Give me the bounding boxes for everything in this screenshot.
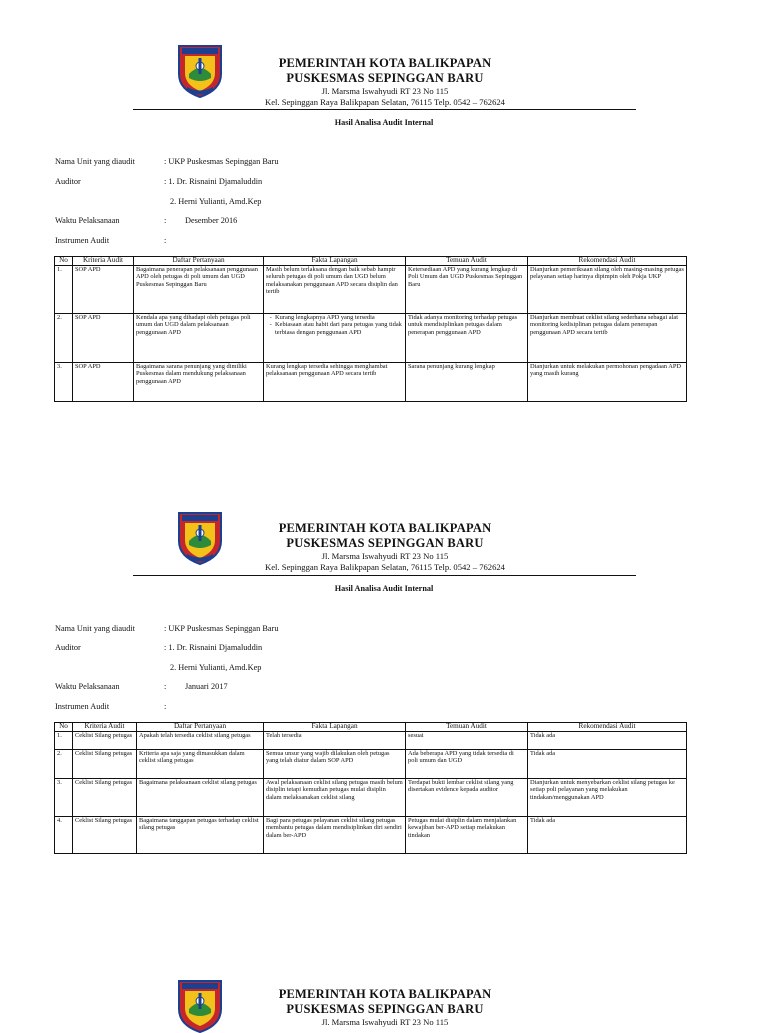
cell-fakta: Awal pelaksanaan ceklist silang petugas masih belum disiplin tetapi kemudian petugas mulai disiplin dalam melaksanakan ceklist silang	[264, 779, 406, 817]
col-no: No	[55, 257, 73, 266]
label-waktu: Waktu Pelaksanaan	[55, 682, 120, 691]
kota-balikpapan-logo	[175, 507, 225, 565]
fakta-item: - Kebiasaan atau habit dari para petugas yang tidak terbiasa dengan penggunaan APD	[275, 321, 403, 336]
letterhead-divider	[133, 109, 636, 110]
value-auditor-2: 2. Herni Yulianti, Amd.Kep	[170, 197, 262, 206]
cell-rekomendasi: Tidak ada	[528, 817, 687, 854]
cell-pertanyaan: Kriteria apa saja yang dimasukkan dalam ceklist silang petugas	[137, 750, 264, 779]
cell-pertanyaan: Kendala apa yang dihadapi oleh petugas poli umum dan UGD dalam pelaksanaan penggunaan APD	[134, 314, 264, 363]
value-unit: : UKP Puskesmas Sepinggan Baru	[164, 624, 279, 633]
cell-fakta: Semua unsur yang wajib dilakukan oleh petugas yang telah diatur dalam SOP APD	[264, 750, 406, 779]
puskesmas-name: PUSKESMAS SEPINGGAN BARU	[286, 536, 484, 550]
table-row	[55, 817, 687, 854]
label-auditor: Auditor	[55, 643, 81, 652]
value-instrumen: :	[164, 236, 167, 245]
value-auditor-2: 2. Herni Yulianti, Amd.Kep	[170, 663, 262, 672]
letterhead	[240, 521, 530, 573]
cell-no: 3.	[55, 779, 73, 817]
label-auditor: Auditor	[55, 177, 81, 186]
address-line: Jl. Marsma Iswahyudi RT 23 No 115	[321, 86, 449, 96]
table-row	[55, 266, 687, 314]
fakta-item: - Kurang lengkapnya APD yang tersedia	[275, 314, 403, 321]
col-fakta: Fakta Lapangan	[264, 257, 406, 266]
cell-rekomendasi: Dianjurkan pemeriksaan silang oleh masing-masing petugas pelayanan setiap harinya dipimpin oleh Pokja UKP	[528, 266, 687, 314]
cell-no: 1.	[55, 266, 73, 314]
cell-kriteria: Ceklist Silang petugas	[73, 732, 137, 750]
cell-pertanyaan: Bagaimana tanggapan petugas terhadap ceklist silang petugas	[137, 817, 264, 854]
value-waktu: Januari 2017	[185, 682, 228, 691]
value-waktu: Desember 2016	[185, 216, 238, 225]
col-kriteria: Kriteria Audit	[73, 257, 134, 266]
cell-fakta: Bagi para petugas pelayanan ceklist silang petugas membantu petugas dalam mendisiplinkan diri sendiri dalam ber-APD	[264, 817, 406, 854]
audit-table	[54, 722, 687, 854]
table-row	[55, 314, 687, 363]
cell-fakta	[264, 314, 406, 363]
label-waktu: Waktu Pelaksanaan	[55, 216, 120, 225]
col-rekomendasi: Rekomendasi Audit	[528, 257, 687, 266]
table-row	[55, 750, 687, 779]
audit-table	[54, 256, 687, 402]
gov-name: PEMERINTAH KOTA BALIKPAPAN	[278, 56, 492, 70]
cell-temuan: Sarana penunjang kurang lengkap	[406, 363, 528, 402]
table-row	[55, 363, 687, 402]
cell-no: 4.	[55, 817, 73, 854]
cell-kriteria: Ceklist Silang petugas	[73, 750, 137, 779]
address-line: Jl. Marsma Iswahyudi RT 23 No 115	[321, 1017, 449, 1027]
cell-rekomendasi: Dianjurkan untuk melakukan permohonan pengadaan APD yang masih kurang	[528, 363, 687, 402]
cell-kriteria: SOP APD	[73, 363, 134, 402]
col-pertanyaan: Daftar Pertanyaan	[137, 723, 264, 732]
cell-no: 2.	[55, 314, 73, 363]
kota-balikpapan-logo	[175, 975, 225, 1033]
value-auditor-1: : 1. Dr. Risnaini Djamaluddin	[164, 643, 263, 652]
table-row	[55, 732, 687, 750]
document-title: Hasil Analisa Audit Internal	[334, 118, 434, 127]
cell-no: 2.	[55, 750, 73, 779]
gov-name: PEMERINTAH KOTA BALIKPAPAN	[278, 987, 492, 1001]
cell-pertanyaan: Bagaimana penerapan pelaksanaan penggunaan APD oleh petugas di poli umum dan UGD Puskesmas Sepinggan Baru	[134, 266, 264, 314]
address-phone-line: Kel. Sepinggan Raya Balikpapan Selatan, 76115 Telp. 0542 – 762624	[265, 97, 505, 107]
label-instrumen: Instrumen Audit	[55, 236, 110, 245]
puskesmas-name: PUSKESMAS SEPINGGAN BARU	[286, 71, 484, 85]
puskesmas-name: PUSKESMAS SEPINGGAN BARU	[286, 1002, 484, 1016]
cell-kriteria: Ceklist Silang petugas	[73, 817, 137, 854]
cell-rekomendasi: Tidak ada	[528, 750, 687, 779]
cell-temuan: sesuai	[406, 732, 528, 750]
address-phone-line: Kel. Sepinggan Raya Balikpapan Selatan, 76115 Telp. 0542 – 762624	[265, 562, 505, 572]
col-temuan: Temuan Audit	[406, 257, 528, 266]
cell-no: 1.	[55, 732, 73, 750]
cell-temuan: Ada beberapa APD yang tidak tersedia di poli umum dan UGD	[406, 750, 528, 779]
document-title: Hasil Analisa Audit Internal	[334, 584, 434, 593]
cell-fakta: Kurang lengkap tersedia sehingga menghambat pelaksanaan penggunaan APD secara tertib	[264, 363, 406, 402]
cell-no: 3.	[55, 363, 73, 402]
gov-name: PEMERINTAH KOTA BALIKPAPAN	[278, 521, 492, 535]
value-waktu-colon: :	[164, 216, 167, 225]
letterhead-divider	[133, 575, 636, 576]
cell-fakta: Masih belum terlaksana dengan baik sebab hampir seluruh petugas di poli umum dan UGD belum melaksanakan penggunaan APD secara disiplin dan tertib	[264, 266, 406, 314]
col-no: No	[55, 723, 73, 732]
cell-rekomendasi: Tidak ada	[528, 732, 687, 750]
cell-rekomendasi: Dianjurkan untuk menyebarkan ceklist silang petugas ke setiap poli pelayanan yang melakukan tindakan/menggunakan APD	[528, 779, 687, 817]
table-header-row	[55, 723, 687, 732]
letterhead	[240, 56, 530, 108]
cell-kriteria: Ceklist Silang petugas	[73, 779, 137, 817]
value-unit: : UKP Puskesmas Sepinggan Baru	[164, 157, 279, 166]
cell-temuan: Tidak adanya monitoring terhadap petugas untuk mendisiplinkan petugas dalam penerapan penggunaan APD	[406, 314, 528, 363]
label-instrumen: Instrumen Audit	[55, 702, 110, 711]
label-unit: Nama Unit yang diaudit	[55, 157, 135, 166]
table-row	[55, 779, 687, 817]
value-waktu-colon: :	[164, 682, 167, 691]
cell-pertanyaan: Bagaimana sarana penunjang yang dimiliki Puskesmas dalam mendukung pelaksanaan penggunaan APD	[134, 363, 264, 402]
kota-balikpapan-logo	[175, 40, 225, 98]
value-instrumen: :	[164, 702, 167, 711]
letterhead	[240, 987, 530, 1028]
col-rekomendasi: Rekomendasi Audit	[528, 723, 687, 732]
cell-temuan: Petugas mulai disiplin dalam menjalankan kewajiban ber-APD setiap melakukan tindakan	[406, 817, 528, 854]
label-unit: Nama Unit yang diaudit	[55, 624, 135, 633]
col-fakta: Fakta Lapangan	[264, 723, 406, 732]
cell-kriteria: SOP APD	[73, 266, 134, 314]
col-pertanyaan: Daftar Pertanyaan	[134, 257, 264, 266]
value-auditor-1: : 1. Dr. Risnaini Djamaluddin	[164, 177, 263, 186]
cell-temuan: Terdapat bukti lembar ceklist silang yang disertakan evidence kepada auditor	[406, 779, 528, 817]
fakta-list	[266, 314, 403, 336]
cell-temuan: Ketersediaan APD yang kurang lengkap di Poli Umum dan UGD Puskesmas Sepinggan Baru	[406, 266, 528, 314]
cell-pertanyaan: Apakah telah tersedia ceklist silang petugas	[137, 732, 264, 750]
cell-pertanyaan: Bagaimana pelaksanaan ceklist silang petugas	[137, 779, 264, 817]
address-line: Jl. Marsma Iswahyudi RT 23 No 115	[321, 551, 449, 561]
col-temuan: Temuan Audit	[406, 723, 528, 732]
cell-rekomendasi: Dianjurkan membuat ceklist silang sederhana sebagai alat monitoring kedisiplinan petugas dalam penerapan penggunaan APD secara tertib	[528, 314, 687, 363]
table-header-row	[55, 257, 687, 266]
col-kriteria: Kriteria Audit	[73, 723, 137, 732]
cell-fakta: Telah tersedia	[264, 732, 406, 750]
cell-kriteria: SOP APD	[73, 314, 134, 363]
